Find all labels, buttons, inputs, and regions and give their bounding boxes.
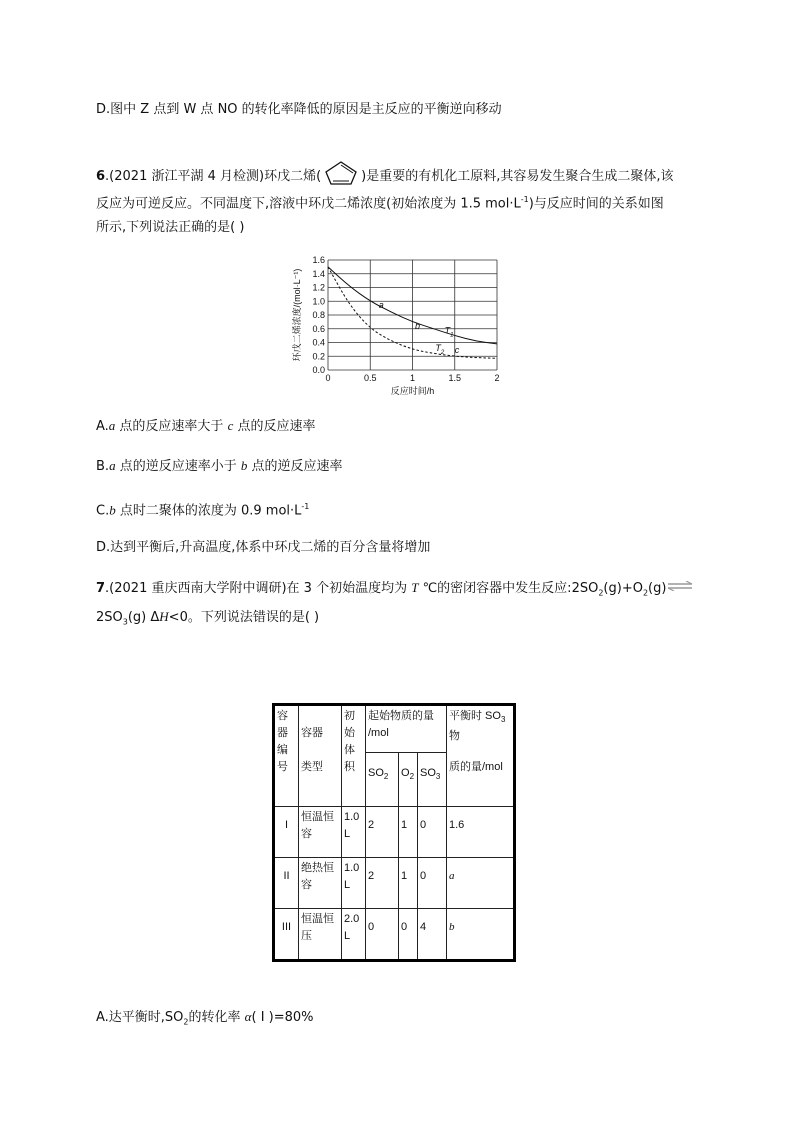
y-tick-label: 0.6: [312, 323, 325, 334]
q7-line1-a: .(2021 重庆西南大学附中调研)在 3 个初始温度均为: [105, 581, 412, 596]
cell-text: L: [344, 828, 351, 840]
cell-text: L: [344, 930, 351, 942]
x-tick-label: 1: [409, 373, 416, 383]
header-o2: [399, 753, 418, 807]
q7-line1-b: ℃的密闭容器中发生反应:2SO: [418, 581, 599, 596]
q7-opt-a-pre: A.达平衡时,SO: [96, 1010, 184, 1025]
table-header-row: [274, 705, 515, 753]
table-row: [274, 807, 515, 858]
opt-b-mid: 点的逆反应速率小于: [115, 459, 241, 474]
header-text: 质的量/mol: [449, 761, 503, 774]
chart-labels: [379, 300, 460, 356]
x-tick-label: 1.5: [448, 373, 462, 383]
header-text: 平衡时 SO: [449, 710, 501, 722]
y-tick-label: 1.4: [312, 268, 325, 279]
y-tick-label: 0.2: [312, 351, 325, 362]
opt-c-pre: C.: [96, 503, 110, 519]
header-text: 编: [277, 744, 288, 756]
cell-text: L: [344, 879, 351, 891]
header-text: 类型: [301, 761, 323, 773]
q7-line1: [96, 579, 694, 603]
q7-option-a: [96, 1008, 314, 1032]
q6-line2-b: )与反应时间的关系如图: [528, 196, 664, 212]
header-text: SO: [368, 767, 384, 779]
y-tick-label: 0.4: [312, 337, 325, 348]
cell-text: 压: [301, 930, 312, 942]
y-tick-label: 1.0: [312, 296, 325, 307]
cell-id: III: [274, 909, 299, 961]
q7-line2: [96, 608, 319, 632]
cell-volume: [342, 858, 366, 909]
opt-a-mid: 点的反应速率大于: [115, 419, 228, 434]
x-axis-label: 反应时间/h: [390, 386, 435, 396]
cell-text: 容: [301, 828, 312, 840]
cell-text: 绝热恒: [301, 862, 334, 874]
header-sub: 3: [435, 772, 441, 782]
cell-so2: 2: [366, 807, 399, 858]
point-label-c: c: [454, 344, 460, 355]
q6-line1: [96, 160, 674, 186]
series-label-sub: 1: [450, 332, 454, 339]
q7-line2-c: <0。下列说法错误的是( ): [168, 610, 320, 625]
header-type: [299, 705, 342, 807]
cell-o2: 0: [399, 909, 418, 961]
option-d-prev: D.图中 Z 点到 W 点 NO 的转化率降低的原因是主反应的平衡逆向移动: [96, 102, 502, 117]
header-text: 起始物质的量: [368, 710, 434, 722]
header-text: 始: [344, 727, 355, 739]
cell-so3: 0: [418, 807, 447, 858]
cell-type: [299, 807, 342, 858]
concentration-time-chart: [290, 252, 510, 402]
header-so2: [366, 753, 399, 807]
q6-option-a: [96, 417, 315, 436]
cell-o2: 1: [399, 807, 418, 858]
header-text: 器: [277, 727, 288, 739]
q7-number: 7: [96, 581, 106, 596]
cell-type: [299, 858, 342, 909]
table-row: [274, 909, 515, 961]
cyclopentadiene-structure-icon: [323, 160, 359, 186]
header-text: 积: [344, 761, 355, 773]
header-text: SO: [420, 767, 436, 779]
cell-text: 容: [301, 879, 312, 891]
header-sub: 3: [500, 715, 506, 725]
q6-option-b: [96, 457, 342, 476]
q7-line2-a: 2SO: [96, 610, 123, 625]
q7-opt-a-mid: 的转化率: [188, 1010, 245, 1025]
header-so3: [418, 753, 447, 807]
cell-text: 1.0: [344, 862, 360, 874]
header-text: 容器: [301, 727, 323, 739]
cell-so3: 0: [418, 858, 447, 909]
header-id: [274, 705, 299, 807]
cell-so2: 2: [366, 858, 399, 909]
header-text: 物: [449, 730, 460, 743]
cell-text: 2.0: [344, 913, 360, 925]
container-data-table: [272, 703, 516, 962]
y-tick-label: 0.0: [312, 365, 325, 375]
x-tick-label: 2: [494, 373, 500, 383]
x-tick-label: 0.5: [363, 373, 377, 383]
cell-eq: b: [447, 909, 515, 961]
cell-so3: 4: [418, 909, 447, 961]
header-volume: [342, 705, 366, 807]
series-label: $T_2$: [435, 342, 445, 356]
opt-c-post: 点时二聚体的浓度为 0.9 mol·L: [115, 503, 302, 519]
header-text: 体: [344, 744, 355, 756]
q7-sub: 2: [598, 588, 604, 598]
q6-line2-a: 反应为可逆反应。不同温度下,溶液中环戊二烯浓度(初始浓度为 1.5 mol·L: [96, 196, 521, 212]
table-row: [274, 858, 515, 909]
opt-a-v1: a: [108, 418, 116, 433]
q6-text-b: )是重要的有机化工原料,其容易发生聚合生成二聚体,该: [361, 169, 674, 184]
opt-b-v1: a: [109, 458, 116, 473]
chart-axes: [291, 255, 500, 396]
q6-number: 6: [96, 169, 106, 184]
y-tick-label: 1.6: [312, 255, 325, 265]
chart-grid: [328, 260, 497, 370]
y-tick-label: 0.8: [312, 310, 325, 320]
header-sub: 2: [409, 772, 415, 782]
q7-line1-d: (g): [648, 581, 667, 596]
cell-eq: 1.6: [447, 807, 515, 858]
q6-option-d: D.达到平衡后,升高温度,体系中环戊二烯的百分含量将增加: [96, 540, 431, 555]
point-label-a: a: [378, 300, 384, 311]
header-text: /mol: [368, 727, 389, 739]
series-label-sub: 2: [440, 349, 445, 356]
q6-option-c: [96, 498, 309, 520]
cell-o2: 1: [399, 858, 418, 909]
cell-type: [299, 909, 342, 961]
opt-a-v2: c: [227, 418, 234, 433]
cell-so2: 0: [366, 909, 399, 961]
y-tick-label: 1.2: [312, 282, 325, 293]
opt-c-v1: b: [109, 502, 116, 518]
header-text: 容: [277, 710, 288, 722]
point-label-b: b: [415, 320, 421, 331]
q6-line2: [96, 191, 664, 213]
cell-id: I: [274, 807, 299, 858]
header-text: 初: [344, 710, 355, 722]
opt-c-sup: -1: [301, 502, 310, 511]
cell-text: 1.0: [344, 811, 360, 823]
y-axis-label: 环戊二烯浓度/(mol·L⁻¹): [292, 268, 302, 362]
q7-line2-b: (g) Δ: [127, 610, 160, 625]
q6-text-a: .(2021 浙江平湖 4 月检测)环戊二烯(: [105, 169, 322, 184]
q7-enthalpy-symbol: H: [159, 609, 169, 624]
cell-text: 恒温恒: [301, 913, 334, 925]
q7-alpha-symbol: α: [244, 1009, 252, 1024]
cell-id: II: [274, 858, 299, 909]
opt-b-post: 点的逆反应速率: [247, 459, 343, 474]
q7-opt-a-post: ( I )=80%: [251, 1010, 314, 1025]
q7-line1-c: (g)+O: [603, 581, 643, 596]
q7-sub: 2: [642, 588, 649, 598]
q7-opt-a-sub: 2: [183, 1017, 189, 1027]
q6-unit-sup: -1: [520, 195, 529, 204]
cell-eq: a: [447, 858, 515, 909]
header-start: [366, 705, 447, 753]
q7-sub: 3: [122, 617, 128, 627]
series-label: $T_1$: [444, 325, 454, 339]
reversible-arrow-icon: [668, 581, 694, 591]
opt-a-post: 点的反应速率: [233, 419, 316, 434]
q7-temp-symbol: T: [411, 580, 419, 595]
x-tick-label: 0: [325, 373, 331, 383]
opt-b-pre: B.: [96, 459, 110, 474]
opt-a-pre: A.: [96, 419, 109, 434]
header-text: O: [401, 767, 410, 779]
cell-volume: [342, 807, 366, 858]
cell-text: 恒温恒: [301, 811, 334, 823]
cell-volume: [342, 909, 366, 961]
header-eq: [447, 705, 515, 807]
header-sub: 2: [383, 772, 389, 782]
header-text: 号: [277, 761, 288, 773]
opt-b-v2: b: [240, 458, 248, 473]
q6-line3: 所示,下列说法正确的是( ): [96, 220, 245, 235]
